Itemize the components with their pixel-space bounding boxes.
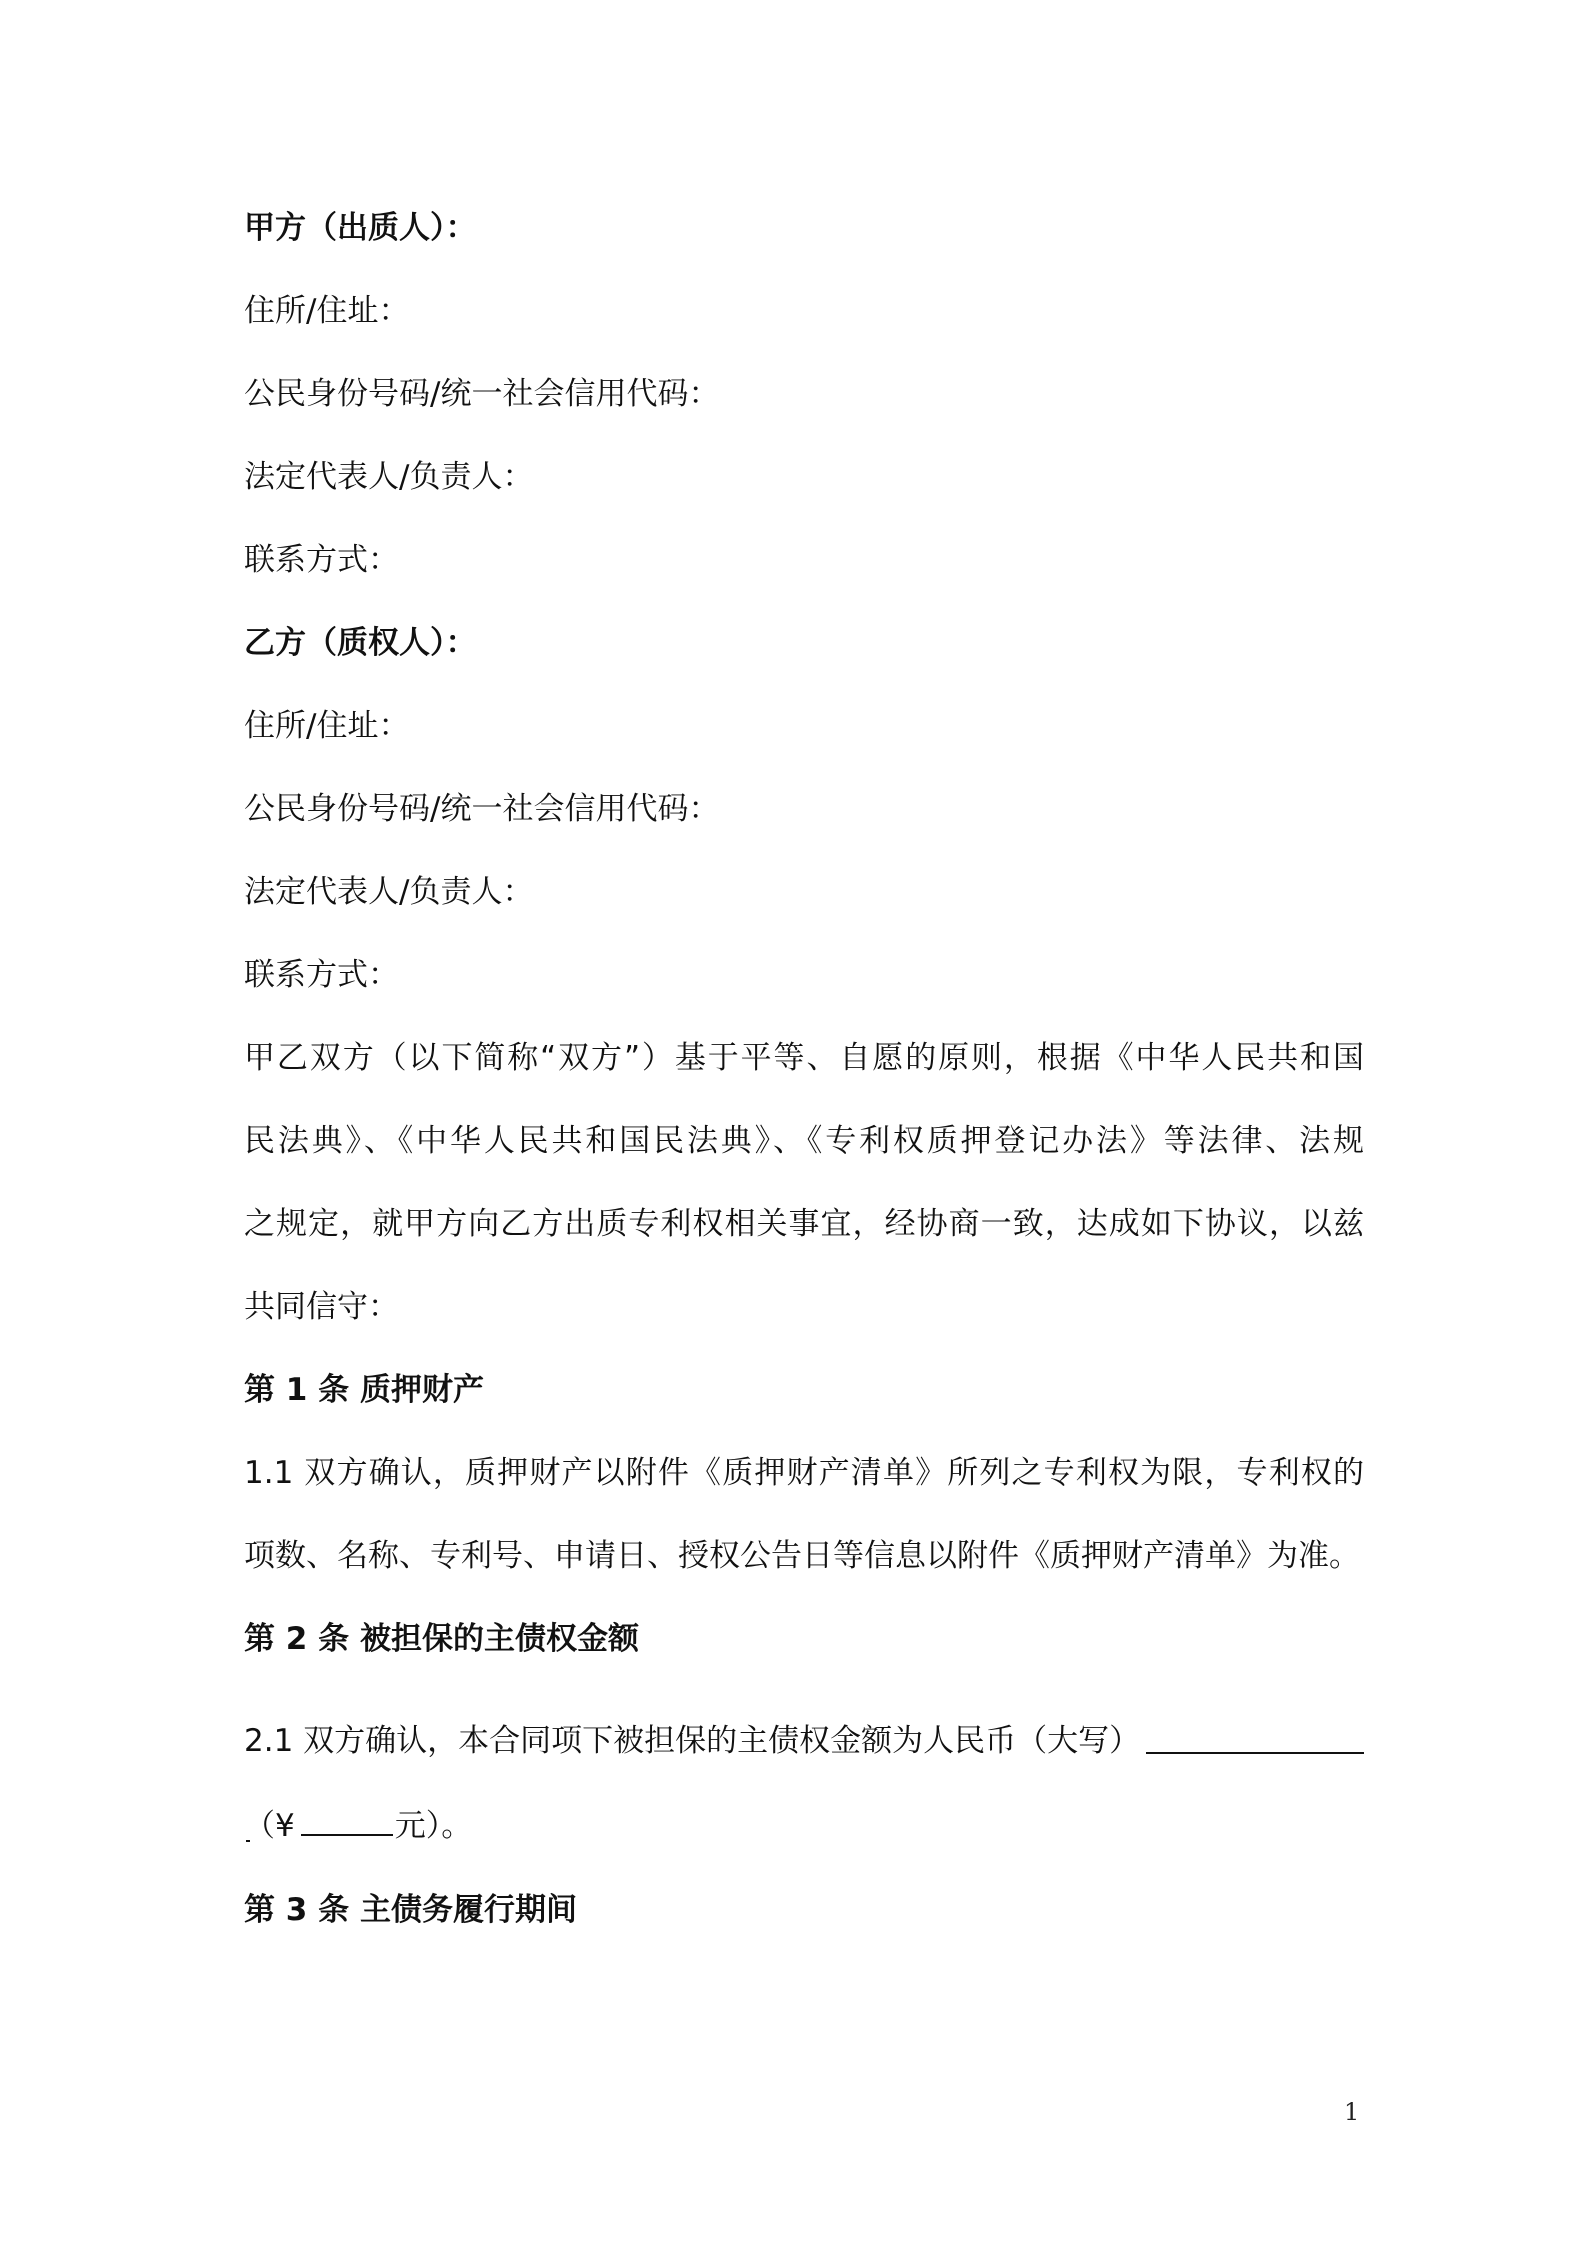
article-1-clause-line-2: 项数、名称、专利号、申请日、授权公告日等信息以附件《质押财产清单》为准。 xyxy=(244,1538,1360,1574)
party-a-address: 住所/住址： xyxy=(244,293,410,329)
amount-uppercase-blank xyxy=(1146,1752,1364,1754)
article-1-title: 第 1 条 质押财产 xyxy=(244,1372,484,1408)
preamble-line-4: 共同信守： xyxy=(244,1289,399,1325)
amount-number-blank xyxy=(301,1804,393,1836)
party-b-address: 住所/住址： xyxy=(244,708,410,744)
preamble-line-1: 甲乙双方（以下简称“双方”）基于平等、自愿的原则，根据《中华人民共和国 xyxy=(244,1040,1364,1076)
article-1-clause-line-1: 1.1 双方确认，质押财产以附件《质押财产清单》所列之专利权为限，专利权的 xyxy=(244,1455,1364,1491)
article-2-clause-line-1: 2.1 双方确认，本合同项下被担保的主债权金额为人民币（大写） xyxy=(244,1723,1141,1759)
party-a-contact: 联系方式： xyxy=(244,542,399,578)
party-a-heading: 甲方（出质人）： xyxy=(244,210,477,246)
article-3-title: 第 3 条 主债务履行期间 xyxy=(244,1892,577,1928)
party-b-contact: 联系方式： xyxy=(244,957,399,993)
page-number: 1 xyxy=(1344,2098,1360,2126)
party-a-representative: 法定代表人/负责人： xyxy=(244,459,534,495)
preamble-line-2: 民法典》、《中华人民共和国民法典》、《专利权质押登记办法》等法律、法规 xyxy=(244,1123,1364,1159)
party-b-id-code: 公民身份号码/统一社会信用代码： xyxy=(244,791,720,827)
article-2-clause-line-2 xyxy=(244,1804,1364,1846)
amount-suffix: 元）。 xyxy=(394,1808,473,1844)
party-b-representative: 法定代表人/负责人： xyxy=(244,874,534,910)
party-a-id-code: 公民身份号码/统一社会信用代码： xyxy=(244,376,720,412)
party-b-heading: 乙方（质权人）： xyxy=(244,625,477,661)
article-2-title: 第 2 条 被担保的主债权金额 xyxy=(244,1621,639,1657)
preamble-line-3: 之规定，就甲方向乙方出质专利权相关事宜，经协商一致，达成如下协议，以兹 xyxy=(244,1206,1364,1242)
amount-prefix: （¥ xyxy=(244,1808,295,1844)
